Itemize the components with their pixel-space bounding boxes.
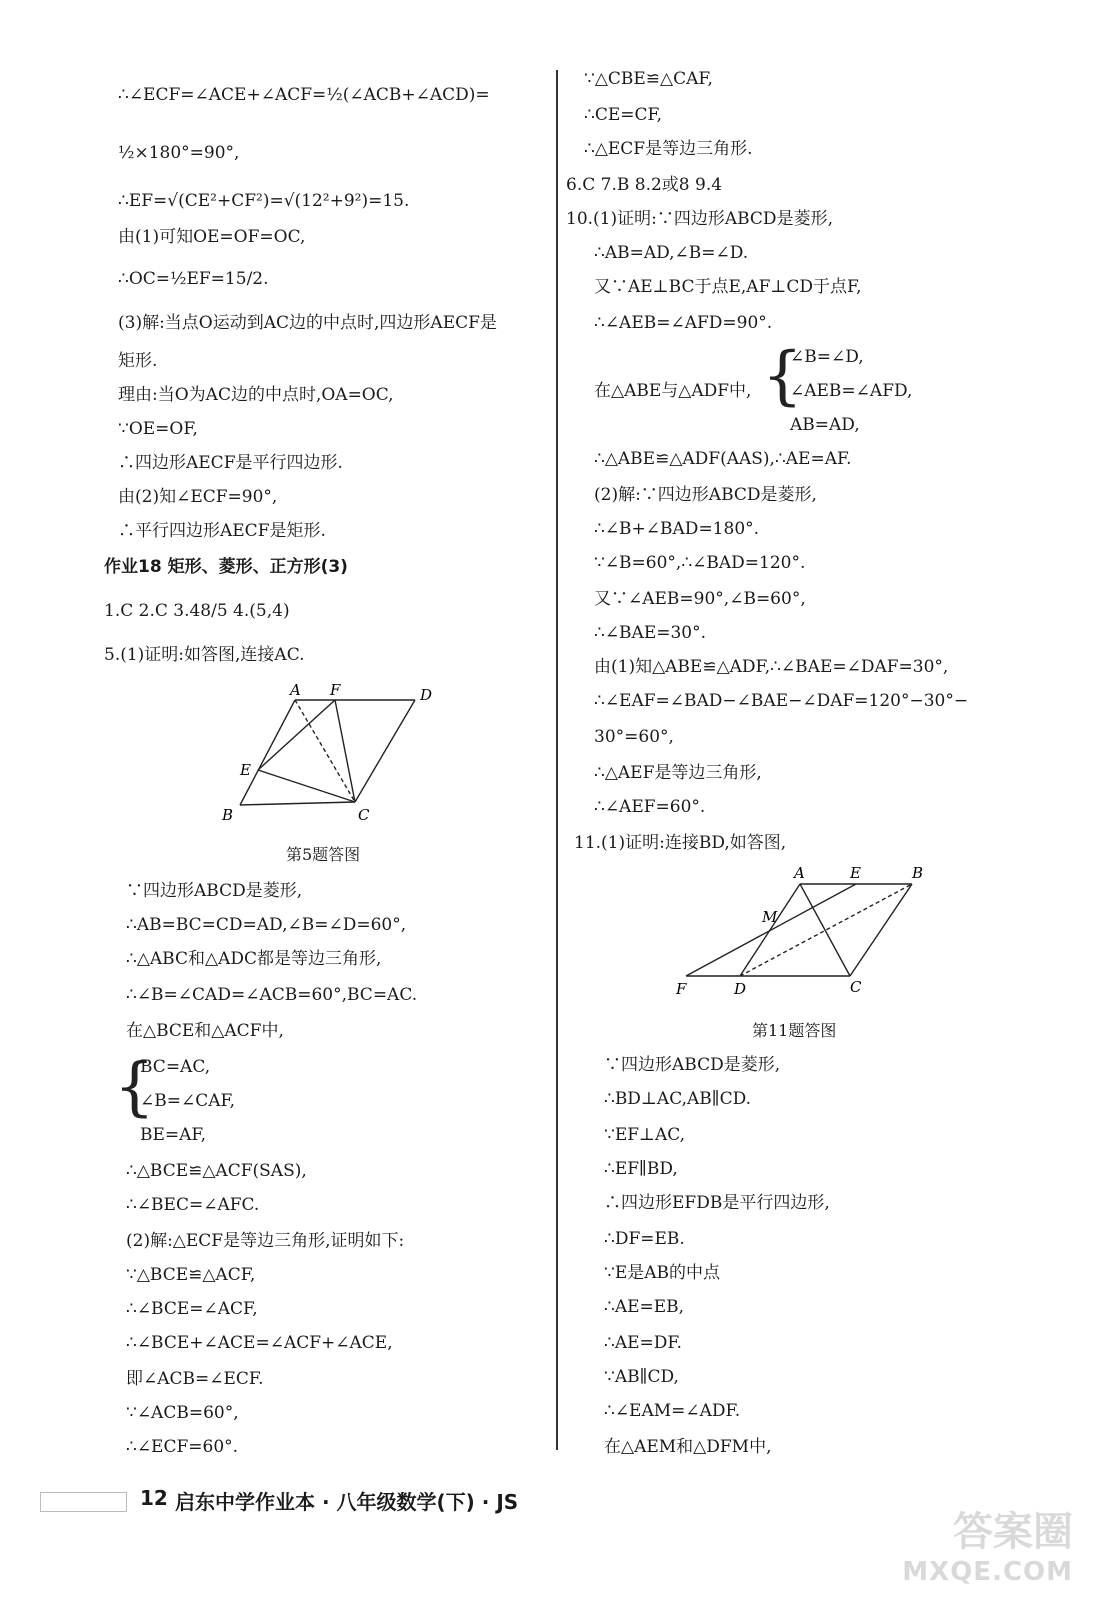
segment-dc xyxy=(355,700,415,802)
text-line: ∴平行四边形AECF是矩形. xyxy=(118,521,326,541)
label-d: D xyxy=(734,980,747,998)
text-line: 矩形. xyxy=(118,351,158,371)
text-line: ∵E是AB的中点 xyxy=(604,1263,720,1283)
label-a: A xyxy=(290,681,301,699)
text-line: ∵AB∥CD, xyxy=(604,1367,679,1387)
label-e: E xyxy=(850,864,861,882)
text-line: ½×180°=90°, xyxy=(118,143,240,163)
segment-ac xyxy=(800,884,850,976)
text-line: ∴四边形EFDB是平行四边形, xyxy=(604,1193,830,1213)
segment-ef xyxy=(258,700,335,770)
text-line: (2)解:∵四边形ABCD是菱形, xyxy=(594,485,817,505)
text-line: ∴△AEF是等边三角形, xyxy=(594,763,762,783)
text-line: 在△BCE和△ACF中, xyxy=(126,1021,284,1041)
text-line: 即∠ACB=∠ECF. xyxy=(126,1369,264,1389)
text-line: 由(1)可知OE=OF=OC, xyxy=(118,227,306,247)
book-title: 启东中学作业本 · 八年级数学(下) · JS xyxy=(175,1490,519,1514)
label-b: B xyxy=(912,864,924,882)
text-line: ∵△BCE≌△ACF, xyxy=(126,1265,256,1285)
segment-bd xyxy=(740,884,912,976)
text-line: 由(2)知∠ECF=90°, xyxy=(118,487,278,507)
text-line: 由(1)知△ABE≌△ADF,∴∠BAE=∠DAF=30°, xyxy=(594,657,949,677)
text-line: ∴AE=DF. xyxy=(604,1333,682,1353)
text-line: ∵OE=OF, xyxy=(118,419,198,439)
text-line: (3)解:当点O运动到AC边的中点时,四边形AECF是 xyxy=(118,313,497,333)
label-c: C xyxy=(850,978,862,996)
segment-ac xyxy=(295,700,355,802)
text-line: ∴∠BEC=∠AFC. xyxy=(126,1195,260,1215)
text-line: ∴AB=BC=CD=AD,∠B=∠D=60°, xyxy=(126,915,407,935)
text-line: ∴∠ECF=60°. xyxy=(126,1437,239,1457)
text-line: ∴EF=√(CE²+CF²)=√(12²+9²)=15. xyxy=(118,191,410,211)
brace-line: ∠B=∠CAF, xyxy=(140,1091,236,1111)
text-line: ∴∠BCE=∠ACF, xyxy=(126,1299,258,1319)
brace-line: ∠B=∠D, xyxy=(790,347,864,367)
text-line: ∴∠BAE=30°. xyxy=(594,623,707,643)
text-line: ∴EF∥BD, xyxy=(604,1159,678,1179)
text-line: 在△ABE与△ADF中, xyxy=(594,381,752,401)
text-line: ∴AE=EB, xyxy=(604,1297,685,1317)
text-line: ∵四边形ABCD是菱形, xyxy=(604,1055,781,1075)
text-line: ∴△ECF是等边三角形. xyxy=(584,139,753,159)
label-m: M xyxy=(762,908,778,926)
label-b: B xyxy=(222,806,234,824)
text-line: ∵EF⊥AC, xyxy=(604,1125,686,1145)
label-c: C xyxy=(358,806,370,824)
label-f: F xyxy=(676,980,687,998)
column-divider xyxy=(556,70,558,1450)
segment-ec xyxy=(258,770,355,802)
text-line: ∴∠B=∠CAD=∠ACB=60°,BC=AC. xyxy=(126,985,418,1005)
page-number: 12 xyxy=(140,1486,168,1510)
text-line: ∴∠B+∠BAD=180°. xyxy=(594,519,760,539)
footer-decoration xyxy=(40,1492,127,1512)
section-heading: 作业18 矩形、菱形、正方形(3) xyxy=(104,557,348,577)
text-line: ∴∠ECF=∠ACE+∠ACF=½(∠ACB+∠ACD)= xyxy=(118,85,490,105)
text-line: 理由:当O为AC边的中点时,OA=OC, xyxy=(118,385,394,405)
text-line: ∴∠BCE+∠ACE=∠ACF+∠ACE, xyxy=(126,1333,393,1353)
text-line: ∵△CBE≌△CAF, xyxy=(584,69,713,89)
segment-fc xyxy=(335,700,355,802)
text-line: 11.(1)证明:连接BD,如答图, xyxy=(574,833,787,853)
text-line: 30°=60°, xyxy=(594,727,674,747)
text-line: ∴∠EAF=∠BAD−∠BAE−∠DAF=120°−30°− xyxy=(594,691,969,711)
brace: { xyxy=(762,339,803,413)
page-footer xyxy=(40,1480,740,1520)
text-line: ∴∠AEF=60°. xyxy=(594,797,706,817)
text-line: 5.(1)证明:如答图,连接AC. xyxy=(104,645,305,665)
figure-11 xyxy=(670,862,940,1002)
text-line: ∵∠B=60°,∴∠BAD=120°. xyxy=(594,553,806,573)
figure-caption: 第5题答图 xyxy=(286,845,361,864)
brace-line: BC=AC, xyxy=(140,1057,211,1077)
text-line: (2)解:△ECF是等边三角形,证明如下: xyxy=(126,1231,405,1251)
segment-ab xyxy=(240,700,295,805)
text-line: ∴四边形AECF是平行四边形. xyxy=(118,453,343,473)
watermark xyxy=(863,1500,1073,1590)
text-line: ∴∠EAM=∠ADF. xyxy=(604,1401,741,1421)
segment-bc xyxy=(240,802,355,805)
brace-line: ∠AEB=∠AFD, xyxy=(790,381,913,401)
figure-caption: 第11题答图 xyxy=(752,1021,837,1040)
segment-ef xyxy=(686,884,856,976)
text-line: ∴△ABE≌△ADF(AAS),∴AE=AF. xyxy=(594,449,852,469)
text-line: 又∵AE⊥BC于点E,AF⊥CD于点F, xyxy=(594,277,862,297)
brace: { xyxy=(114,1050,155,1124)
text-line: 6.C 7.B 8.2或8 9.4 xyxy=(566,175,723,195)
text-line: ∴CE=CF, xyxy=(584,105,663,125)
text-line: ∴∠AEB=∠AFD=90°. xyxy=(594,313,773,333)
label-f: F xyxy=(330,681,341,699)
brace-line: AB=AD, xyxy=(790,415,860,435)
text-line: ∴OC=½EF=15/2. xyxy=(118,269,269,289)
text-line: ∴BD⊥AC,AB∥CD. xyxy=(604,1089,752,1109)
brace-line: BE=AF, xyxy=(140,1125,206,1145)
watermark-logo-text: 答案圈 xyxy=(953,1509,1073,1555)
text-line: ∴AB=AD,∠B=∠D. xyxy=(594,243,749,263)
text-line: 1.C 2.C 3.48/5 4.(5,4) xyxy=(104,601,290,621)
label-e: E xyxy=(240,761,251,779)
text-line: ∴DF=EB. xyxy=(604,1229,685,1249)
label-d: D xyxy=(420,686,433,704)
figure-5 xyxy=(210,680,440,825)
watermark-url: MXQE.COM xyxy=(902,1557,1073,1587)
segment-bc xyxy=(850,884,912,976)
text-line: ∴△ABC和△ADC都是等边三角形, xyxy=(126,949,382,969)
text-line: 在△AEM和△DFM中, xyxy=(604,1437,772,1457)
text-line: ∵∠ACB=60°, xyxy=(126,1403,239,1423)
text-line: 10.(1)证明:∵四边形ABCD是菱形, xyxy=(566,209,833,229)
label-a: A xyxy=(794,864,805,882)
text-line: ∴△BCE≌△ACF(SAS), xyxy=(126,1161,307,1181)
text-line: ∵四边形ABCD是菱形, xyxy=(126,881,303,901)
text-line: 又∵∠AEB=90°,∠B=60°, xyxy=(594,589,806,609)
